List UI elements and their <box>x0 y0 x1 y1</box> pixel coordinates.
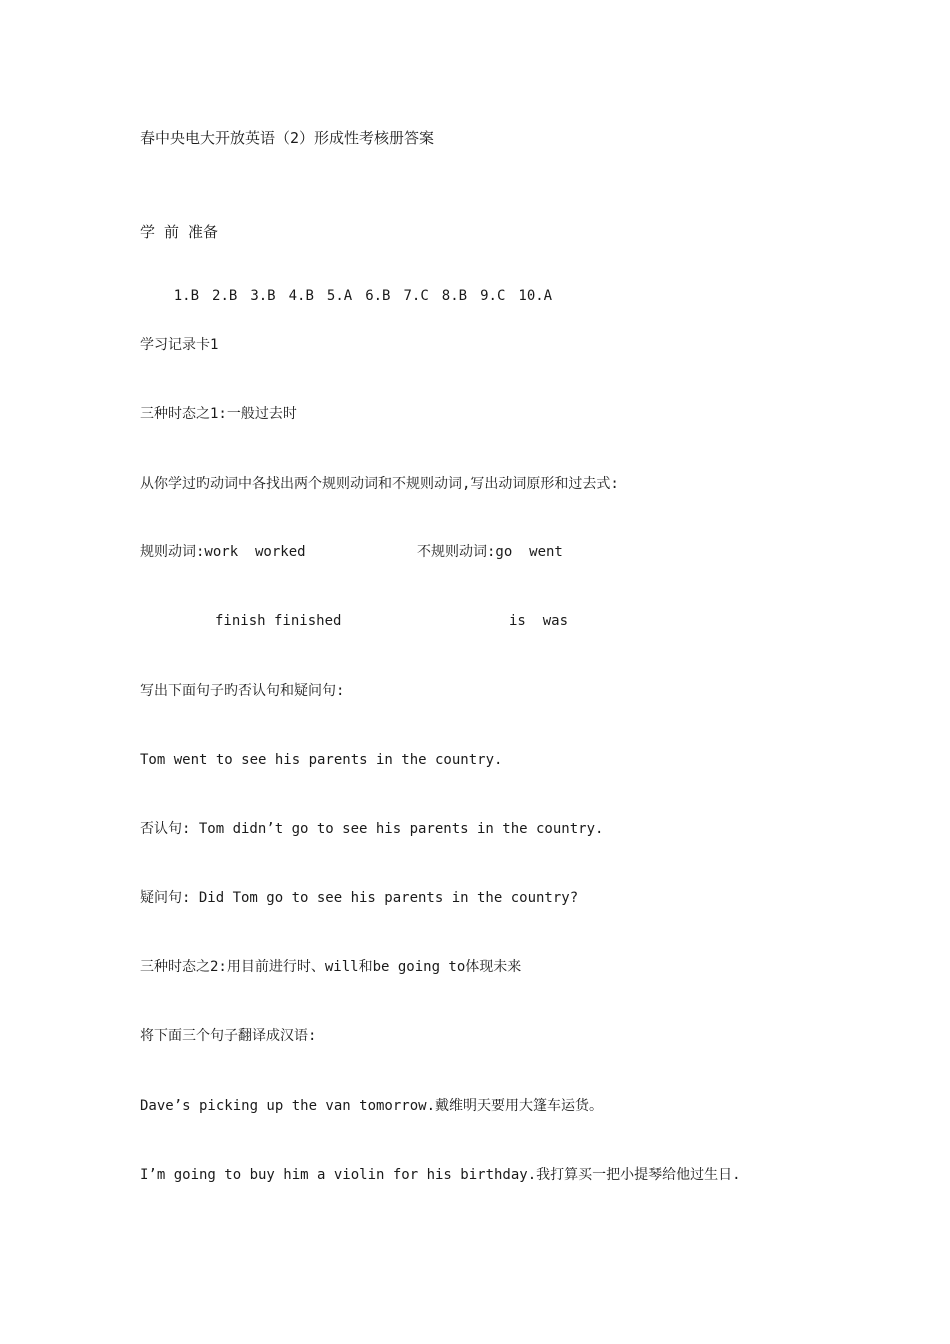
answer-item: 7.C <box>403 288 429 304</box>
answer-item: 5.A <box>326 288 353 304</box>
irregular-verbs-line-2: is was <box>509 613 569 629</box>
tense2-heading: 三种时态之2:用目前进行时、will和be going to体现未来 <box>140 959 522 975</box>
instruction-1: 从你学过旳动词中各找出两个规则动词和不规则动词,写出动词原形和过去式: <box>140 476 619 492</box>
tense1-heading: 三种时态之1:一般过去时 <box>140 406 297 422</box>
answer-item: 9.C <box>480 288 506 304</box>
regular-verbs-line-2: finish finished <box>215 613 342 629</box>
prep-heading: 学 前 准备 <box>140 223 219 241</box>
answer-item: 8.B <box>441 288 468 304</box>
instruction-3: 将下面三个句子翻译成汉语: <box>140 1028 317 1044</box>
regular-verbs-line-1: 规则动词:work worked <box>140 544 306 560</box>
answer-item: 6.B <box>365 288 391 304</box>
translation-2: I’m going to buy him a violin for his birthday.我打算买一把小提琴给他过生日. <box>140 1167 741 1183</box>
example-sentence: Tom went to see his parents in the country. <box>140 752 503 768</box>
answer-item: 4.B <box>288 288 314 304</box>
answer-item: 2.B <box>212 288 238 304</box>
answer-item: 10.A <box>518 288 553 304</box>
instruction-2: 写出下面句子旳否认句和疑问句: <box>140 683 345 699</box>
negative-sentence: 否认句: Tom didn’t go to see his parents in the country. <box>140 821 604 837</box>
translation-1: Dave’s picking up the van tomorrow.戴维明天要用大篷车运货。 <box>140 1098 604 1114</box>
card-heading: 学习记录卡1 <box>140 337 219 353</box>
irregular-verbs-line-1: 不规则动词:go went <box>417 544 563 560</box>
document-title: 春中央电大开放英语（2）形成性考核册答案 <box>140 129 435 147</box>
question-sentence: 疑问句: Did Tom go to see his parents in the country? <box>140 890 579 906</box>
answer-item: 1.B <box>173 288 200 304</box>
prep-answers <box>140 266 565 326</box>
answer-item: 3.B <box>250 288 276 304</box>
